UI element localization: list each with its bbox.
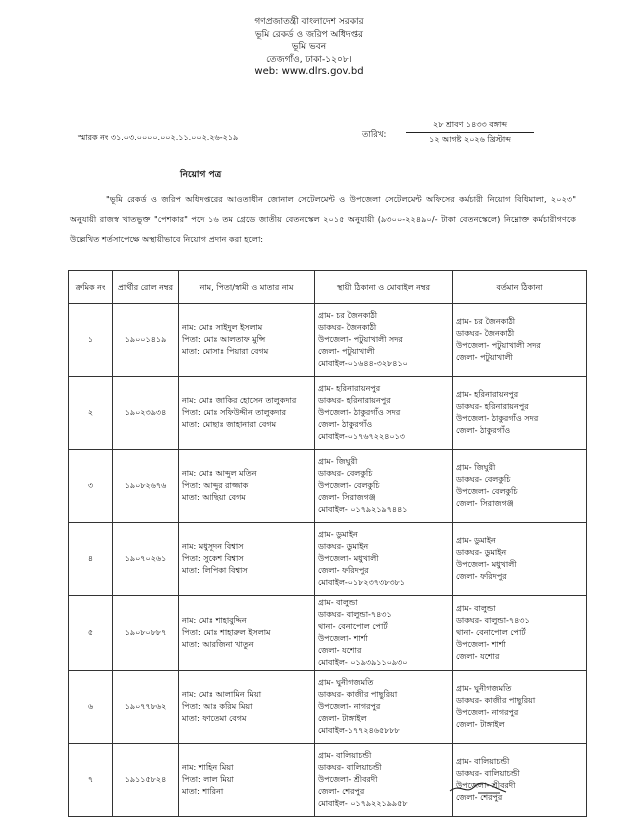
table-row — [69, 596, 587, 671]
father-name: পিতা: মোঃ শাহারুল ইসলাম — [182, 628, 271, 637]
candidate-name: নাম: মোঃ জাকির হোসেন তালুকদার — [182, 396, 297, 405]
address-line: জেলা- টাঙ্গাইল — [456, 720, 505, 729]
present-address-cell — [453, 744, 587, 817]
address-line: গ্রাম- চর জৈনকাঠী — [456, 317, 516, 326]
address-line: মোবাইল- ০১৯৩৯১১০৯৩০ — [318, 658, 408, 667]
address-line: ডাকঘর- হরিনারায়নপুর — [318, 396, 391, 405]
candidate-name: নাম: মোঃ আব্দুল মতিন — [182, 469, 257, 478]
permanent-address-cell — [315, 523, 453, 596]
name-cell — [179, 671, 315, 744]
address-line: জেলা- শেরপুর — [456, 793, 503, 802]
mother-name: মাতা: লিপিকা বিশ্বাস — [182, 566, 248, 575]
col-header-permanent: স্থায়ী ঠিকানা ও মোবাইল নম্বর — [315, 271, 453, 304]
address-line: গ্রাম- বালিয়াচন্ডী — [456, 757, 510, 766]
table-row — [69, 744, 587, 817]
date-bangla: ২৮ শ্রাবণ ১৪৩৩ বঙ্গাব্দ — [433, 120, 507, 129]
address-line: জেলা- পটুয়াখালী — [456, 353, 513, 362]
address-line: জেলা- ফরিদপুর — [456, 572, 507, 581]
address-line: ডাকঘর- বালিয়াচন্ডী — [318, 763, 382, 772]
address-line: মোবাইল-১৭৭২৪৬৫৮৮৮ — [318, 726, 400, 735]
address-line: গ্রাম- জিঘুরী — [318, 457, 358, 466]
serial-cell: ৫ — [69, 596, 113, 671]
col-header-roll: প্রার্থীর রোল নম্বর — [113, 271, 179, 304]
govt-name: গণপ্রজাতন্ত্রী বাংলাদেশ সরকার — [254, 17, 364, 27]
address-line: ডাকঘর- কাজীর পাছুরিয়া — [318, 690, 398, 699]
address-line: ডাকঘর- ডুমাইন — [318, 542, 369, 551]
address-line: ডাকঘর- হরিনারায়নপুর — [456, 402, 529, 411]
present-address-cell — [453, 377, 587, 450]
address-line: মোবাইল-০১৭৬৭২২৪০১৩ — [318, 432, 405, 441]
name-cell — [179, 596, 315, 671]
father-name: পিতা: সুকেশ বিশ্বাস — [182, 554, 244, 563]
address-line: উপজেলা- ঠাকুরগাঁও সদর — [318, 408, 401, 417]
mother-name: মাতা: মোসাঃ পিয়ারা বেগম — [182, 347, 269, 356]
address-line: মোবাইল- ০১৭৯২২১৯৯৫৮ — [318, 799, 408, 808]
table-row — [69, 377, 587, 450]
signature-mark — [448, 781, 508, 795]
address-line: গ্রাম- ডুমাইন — [456, 536, 496, 545]
date-box — [406, 118, 534, 147]
address-line: উপজেলা- নাগরপুর — [456, 708, 519, 717]
permanent-address-cell — [315, 744, 453, 817]
permanent-address-cell — [315, 304, 453, 377]
permanent-address-cell — [315, 596, 453, 671]
roll-number-cell: ১৯০২৩৯৩৪ — [113, 377, 179, 450]
address-line: ডাকঘর- বালুন্ডা-৭৪৩১ — [318, 610, 392, 619]
address-line: ডাকঘর- জৈনকাঠী — [456, 329, 515, 338]
address-line: গ্রাম- বালুন্ডা — [318, 598, 358, 607]
letterhead — [0, 16, 618, 79]
candidate-name: নাম: শাহিন মিয়া — [182, 763, 234, 772]
present-address-cell — [453, 671, 587, 744]
address-line: গ্রাম- চর জৈনকাঠী — [318, 311, 378, 320]
address-line: উপজেলা- নাগরপুর — [318, 702, 381, 711]
name-cell — [179, 523, 315, 596]
name-cell — [179, 744, 315, 817]
father-name: পিতা: আঃ করিম মিয়া — [182, 702, 253, 711]
name-cell — [179, 304, 315, 377]
address-line: উপজেলা- পটুয়াখালী সদর — [456, 341, 541, 350]
address-line: গ্রাম- ঘুনীগজমতি — [318, 678, 374, 687]
roll-number-cell: ১৯০৮০৮৮৭ — [113, 596, 179, 671]
address-line: মোবাইল-০১৬৪৪-৩২৮৪১০ — [318, 359, 408, 368]
table-row — [69, 671, 587, 744]
address-line: গ্রাম- হরিনারায়নপুর — [456, 390, 519, 399]
address-line: গ্রাম- বালিয়াচন্ডী — [318, 751, 372, 760]
roll-number-cell: ১৯০৮২৬৭৬ — [113, 450, 179, 523]
address-line: জেলা- ঠাকুরগাঁও — [456, 426, 511, 435]
father-name: পিতা: মোঃ আলতাফ মুন্সি — [182, 335, 266, 344]
address-line: থানা- বেনাপোল পোর্ট — [456, 628, 526, 637]
candidate-name: নাম: মধুসূদন বিশ্বাস — [182, 542, 244, 551]
address-line: ডাকঘর- বেলকুচি — [456, 475, 511, 484]
address-line: জেলা- পটুয়াখালী — [318, 347, 375, 356]
address-line: থানা- বেনাপোল পোর্ট — [318, 622, 388, 631]
table-body — [69, 304, 587, 817]
address-line: উপজেলা- মধুখালী — [456, 560, 517, 569]
present-address-cell — [453, 596, 587, 671]
roll-number-cell: ১৯১১৫৮২৪ — [113, 744, 179, 817]
address-line: মোবাইল-০১৮২৩৭৩৮৩৮১ — [318, 578, 405, 587]
col-header-name: নাম, পিতা/স্বামী ও মাতার নাম — [179, 271, 315, 304]
address-line: ডাকঘর- কাজীর পাছুরিয়া — [456, 696, 536, 705]
address-line: জেলা- ফরিদপুর — [318, 566, 369, 575]
mother-name: মাতা: আছিয়া বেগম — [182, 493, 246, 502]
address-line: জেলা- সিরাজগঞ্জ — [456, 499, 514, 508]
appointee-table — [68, 270, 587, 817]
address-line: ডাকঘর- ডুমাইন — [456, 548, 507, 557]
address-line: মোবাইল- ০১৭৯২১৯৭৪৪১ — [318, 505, 408, 514]
address-line: জেলা- শেরপুর — [318, 787, 365, 796]
address-line: উপজেলা- মধুখালী — [318, 554, 379, 563]
table-row — [69, 450, 587, 523]
address-line: উপজেলা- শ্রীবরদী — [456, 781, 516, 790]
address-line: উপজেলা- ঠাকুরগাঁও সদর — [456, 414, 539, 423]
address-line: জেলা- যশোর — [318, 646, 362, 655]
address-line: জেলা- ঠাকুরগাঁও — [318, 420, 373, 429]
col-header-sl: ক্রমিক নং — [69, 271, 113, 304]
serial-cell: ১ — [69, 304, 113, 377]
serial-cell: ৪ — [69, 523, 113, 596]
serial-cell: ৩ — [69, 450, 113, 523]
address-line: উপজেলা- বেলকুচি — [318, 481, 380, 490]
father-name: পিতা: লাল মিয়া — [182, 775, 234, 784]
department-name: ভূমি রেকর্ড ও জরিপ অধিদপ্তর — [254, 29, 364, 40]
address-line: ডাকঘর- বালিয়াচন্ডী — [456, 769, 520, 778]
candidate-name: নাম: মোঃ সাইদুল ইসলাম — [182, 323, 263, 332]
table-row — [69, 523, 587, 596]
candidate-name: নাম: মোঃ শাহাবুদ্দিন — [182, 616, 247, 625]
mother-name: মাতা: মোছাঃ জাহানারা বেগম — [182, 420, 277, 429]
address-line: ডাকঘর- বালুন্ডা-৭৪৩১ — [456, 616, 530, 625]
address-line: উপজেলা- শ্রীবরদী — [318, 775, 378, 784]
permanent-address-cell — [315, 671, 453, 744]
date-label: তারিখ: — [362, 130, 387, 140]
serial-cell: ৭ — [69, 744, 113, 817]
roll-number-cell: ১৯০৭০২৬১ — [113, 523, 179, 596]
building-name: ভূমি ভবন — [291, 42, 327, 52]
roll-number-cell: ১৯০০১৪১৯ — [113, 304, 179, 377]
name-cell — [179, 377, 315, 450]
address-line: উপজেলা- পটুয়াখালী সদর — [318, 335, 403, 344]
present-address-cell — [453, 304, 587, 377]
present-address-cell — [453, 523, 587, 596]
permanent-address-cell — [315, 377, 453, 450]
mother-name: মাতা: ফাতেমা বেগম — [182, 714, 247, 723]
address-line: ডাকঘর- জৈনকাঠী — [318, 323, 377, 332]
name-cell — [179, 450, 315, 523]
address-line: জেলা- টাঙ্গাইল — [318, 714, 367, 723]
col-header-present: বর্তমান ঠিকানা — [453, 271, 587, 304]
address-line: উপজেলা- শার্শা — [318, 634, 368, 643]
roll-number-cell: ১৯০৭৭৮৬২ — [113, 671, 179, 744]
father-name: পিতা: আব্দুর রাজ্জাক — [182, 481, 249, 490]
address-line: উপজেলা- বেলকুচি — [456, 487, 518, 496]
memo-number: স্মারক নং ৩১.০৩.০০০০.০০২.১১.০০২.২৬-২১৯ — [78, 133, 239, 142]
address-line: জেলা- যশোর — [456, 652, 500, 661]
office-address: তেজগাঁও, ঢাকা-১২০৮। — [266, 54, 352, 65]
serial-cell: ২ — [69, 377, 113, 450]
address-line: জেলা- সিরাজগঞ্জ — [318, 493, 376, 502]
serial-cell: ৬ — [69, 671, 113, 744]
website-link[interactable]: web: www.dlrs.gov.bd — [254, 66, 364, 77]
address-line: গ্রাম- ডুমাইন — [318, 530, 358, 539]
table-row — [69, 304, 587, 377]
intro-paragraph: "ভূমি রেকর্ড ও জরিপ অধিদপ্তরের আওতাধীন জোনাল সেটেলমেন্ট ও উপজেলা সেটেলমেন্ট অফিসের কর্মচারী নিয়োগ বিধিমালা, ২০২৩" অনুযায়ী রাজস্ব খাতভুক্ত "পেশকার" পদে ১৬ তম গ্রেডে জাতীয় বেতনস্কেল ২০১৫ অনুযায়ী (৯৩০০-২২৪৯০/- টাকা বেতনস্কেলে) নিম্নোক্ত কর্মচারীগণকে উল্লেখিত শর্তসাপেক্ষে অস্থায়ীভাবে নিয়োগ প্রদান করা হলো: — [70, 194, 576, 244]
mother-name: মাতা: আরজিনা খাতুন — [182, 640, 254, 649]
address-line: গ্রাম- বালুন্ডা — [456, 604, 496, 613]
candidate-name: নাম: মোঃ আলামিন মিয়া — [182, 690, 262, 699]
address-line: গ্রাম- হরিনারায়নপুর — [318, 384, 381, 393]
address-line: গ্রাম- জিঘুরী — [456, 463, 496, 472]
mother-name: মাতা: শারিনা — [182, 787, 224, 796]
present-address-cell — [453, 450, 587, 523]
address-line: ডাকঘর- বেলকুচি — [318, 469, 373, 478]
permanent-address-cell — [315, 450, 453, 523]
address-line: গ্রাম- ঘুনীগজমতি — [456, 684, 512, 693]
father-name: পিতা: মোঃ সফিউদ্দীন তালুকদার — [182, 408, 287, 417]
address-line: উপজেলা- শার্শা — [456, 640, 506, 649]
date-english: ১২ আগষ্ট ২০২৬ খ্রিস্টাব্দ — [406, 132, 534, 147]
table-header-row — [69, 271, 587, 304]
letter-title: নিয়োগ পত্র — [180, 170, 222, 180]
